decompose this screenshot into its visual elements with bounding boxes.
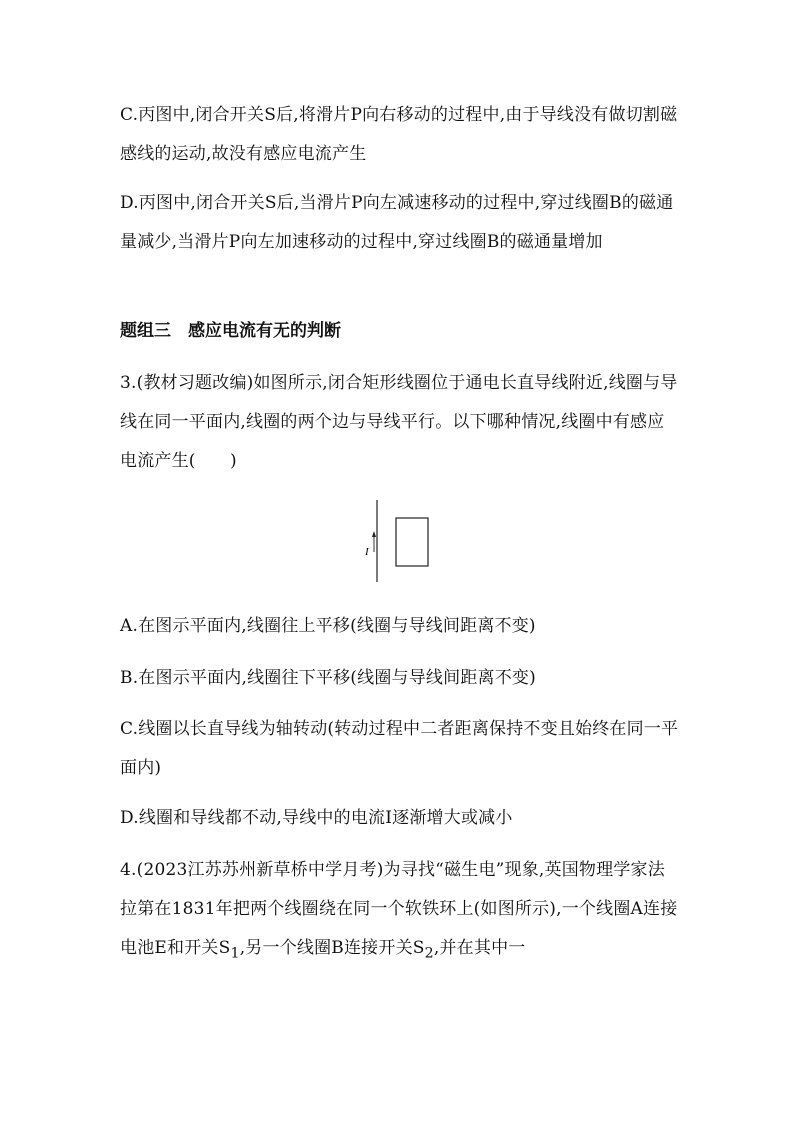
question-4-text-2: ,另一个线圈B连接开关S	[239, 938, 425, 958]
question-4-text-3: ,并在其中一	[433, 938, 526, 958]
current-arrow-head	[372, 531, 376, 537]
section-heading: 题组三 感应电流有无的判断	[120, 321, 341, 341]
question-4-text-1: 4.(2023江苏苏州新草桥中学月考)为寻找“磁生电”现象,英国物理学家法拉第在1831年把两个线圈绕在同一个软铁环上(如图所示),一个线圈A连接电池E和开关S	[120, 860, 678, 958]
option-c-previous: C.丙图中,闭合开关S后,将滑片P向右移动的过程中,由于导线没有做切割磁感线的运动,故没有感应电流产生	[120, 105, 678, 164]
switch-s1-subscript: 1	[230, 945, 240, 962]
switch-s2-subscript: 2	[424, 945, 434, 962]
current-label: I	[365, 546, 369, 558]
question-3-option-b: B.在图示平面内,线圈往下平移(线圈与导线间距离不变)	[120, 668, 536, 688]
question-3-stem: 3.(教材习题改编)如图所示,闭合矩形线圈位于通电长直导线附近,线圈与导线在同一平面内,线圈的两个边与导线平行。以下哪种情况,线圈中有感应电流产生( )	[120, 373, 678, 471]
question-4-stem	[120, 851, 680, 973]
question-3-option-a: A.在图示平面内,线圈往上平移(线圈与导线间距离不变)	[120, 616, 536, 636]
question-3-option-d: D.线圈和导线都不动,导线中的电流I逐渐增大或减小	[120, 808, 513, 828]
wire-coil-figure	[360, 500, 440, 585]
option-d-previous: D.丙图中,闭合开关S后,当滑片P向左减速移动的过程中,穿过线圈B的磁通量减少,当滑片P向左加速移动的过程中,穿过线圈B的磁通量增加	[120, 193, 674, 252]
question-3-option-c: C.线圈以长直导线为轴转动(转动过程中二者距离保持不变且始终在同一平面内)	[120, 719, 679, 778]
rectangular-coil	[396, 518, 428, 566]
